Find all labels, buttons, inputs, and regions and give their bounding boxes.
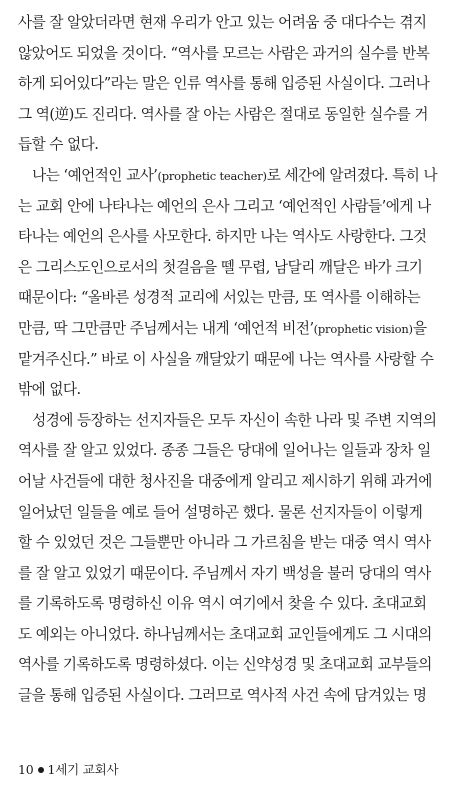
text-line: 사를 잘 알았더라면 현재 우리가 안고 있는 어려움 중 대다수는 겪지 [18,14,427,31]
text-line: 어날 사건들에 대한 청사진을 대중에게 알리고 제시하기 위해 과거에 [18,472,432,490]
text-line: 맡겨주신다.” 바로 이 사실을 깨달았기 때문에 나는 역사를 사랑할 수 [18,350,434,368]
text-line: 그 역(逆)도 진리다. 역사를 잘 아는 사람은 절대로 동일한 실수를 거 [18,105,428,123]
book-title: 1세기 교회사 [47,762,119,777]
text-line: 밖에 없다. [18,381,81,399]
text-line: 않았어도 되었을 것이다. “역사를 모르는 사람은 과거의 실수를 반복 [18,44,430,62]
text-segment: 나는 ‘예언적인 교사’ [18,166,158,184]
text-line [18,161,454,192]
text-line [18,314,454,345]
paragraph-1 [18,8,454,161]
document-body [18,8,454,712]
text-segment: 을 [412,319,427,337]
text-line: 도 예외는 아니었다. 하나님께서는 초대교회 교인들에게도 그 시대의 [18,625,432,643]
text-line: 성경에 등장하는 선지자들은 모두 자신이 속한 나라 및 주변 지역의 [18,411,437,429]
text-line: 하게 되어있다”라는 말은 인류 역사를 통해 입증된 사실이다. 그러나 [18,75,430,93]
text-line: 역사를 잘 알고 있었다. 종종 그들은 당대에 일어나는 일들과 장차 일 [18,442,431,460]
text-line: 글을 통해 입증된 사실이다. 그러므로 역사적 사건 속에 담겨있는 명 [18,687,427,705]
text-line: 때문이다: “올바른 성경적 교리에 서있는 만큼, 또 역사를 이해하는 [18,289,421,307]
text-line: 타나는 예언의 은사를 사모한다. 하지만 나는 역사도 사랑한다. 그것 [18,228,427,246]
text-line: 일어났던 일들을 예로 들어 설명하곤 했다. 물론 선지자들이 이렇게 [18,503,423,521]
english-term: (prophetic vision) [313,321,413,336]
text-segment: 만큼, 딱 그만큼만 주님께서는 내게 ‘예언적 비전’ [18,319,314,337]
text-line: 는 교회 안에 나타나는 예언의 은사 그리고 ‘예언적인 사람들’에게 나 [18,197,431,215]
bullet-icon [38,767,44,773]
text-line: 할 수 있었던 것은 그들뿐만 아니라 그 가르침을 받는 대중 역시 역사 [18,534,431,552]
text-line: 를 기록하도록 명령하신 이유 역시 여기에서 찾을 수 있다. 초대교회 [18,595,427,613]
page-footer [18,760,118,778]
text-line: 역사를 기록하도록 명령하셨다. 이는 신약성경 및 초대교회 교부들의 [18,656,432,674]
english-term: (prophetic teacher) [157,168,267,183]
text-line: 를 잘 알고 있었기 때문이다. 주님께서 자기 백성을 불러 당대의 역사 [18,564,431,582]
text-line: 은 그리스도인으로서의 첫걸음을 뗄 무렵, 남달리 깨달은 바가 크기 [18,258,423,276]
paragraph-2 [18,161,454,406]
text-line: 듭할 수 없다. [18,136,99,154]
text-segment: 로 세간에 알려졌다. 특히 나 [266,166,438,184]
paragraph-3 [18,406,454,712]
page-number: 10 [18,762,34,777]
